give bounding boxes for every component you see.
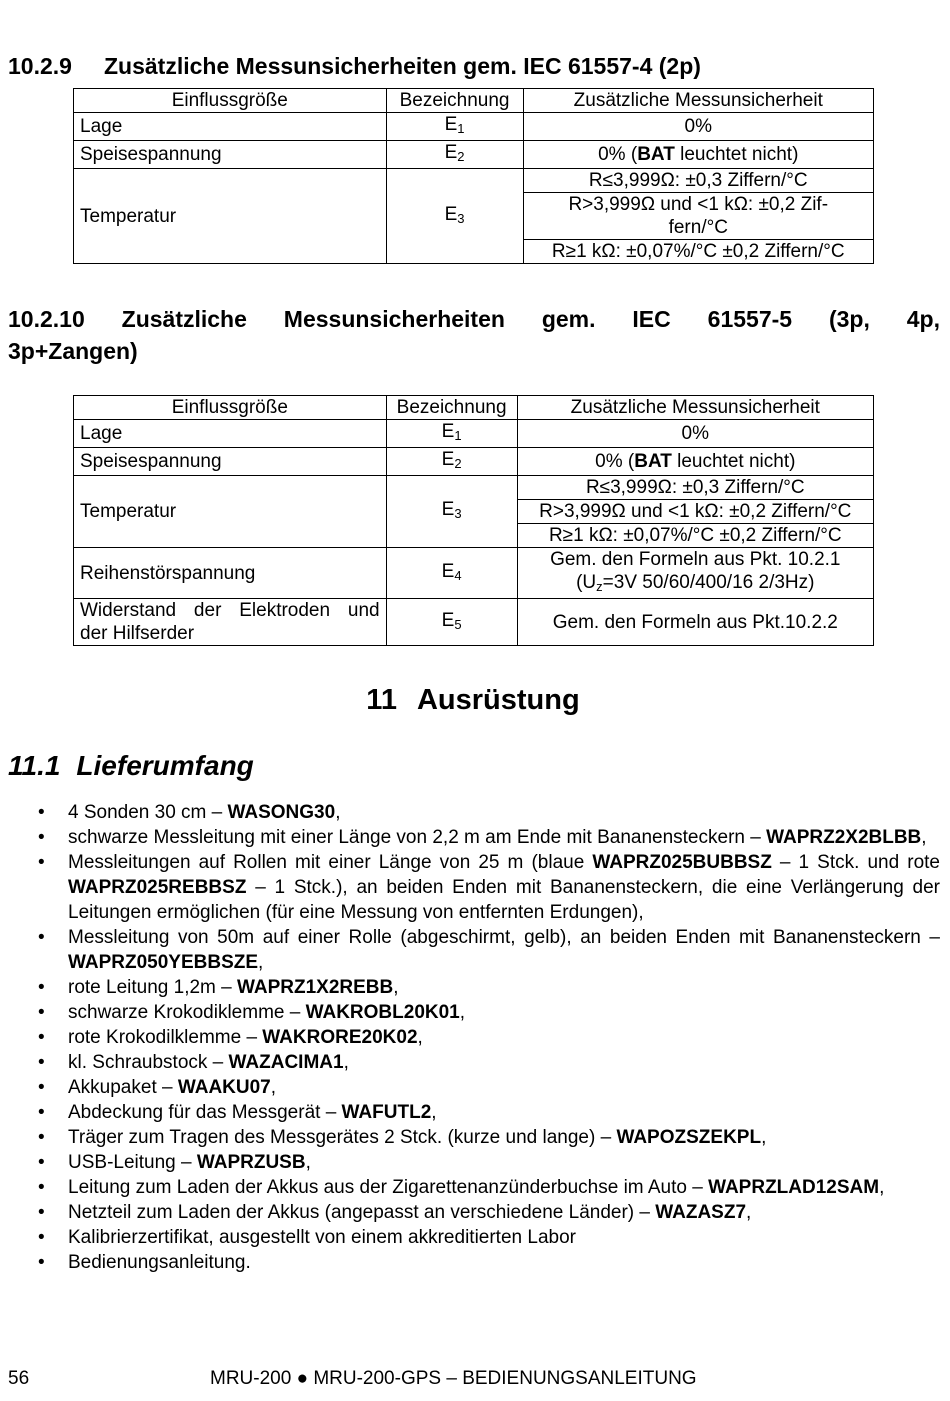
bullet-icon: • (38, 1202, 45, 1223)
part-code: WAPRZUSB (196, 1152, 306, 1173)
list-item: • Kalibrierzertifikat, ausgestellt von einem akkreditierten Labor (38, 1227, 576, 1248)
bullet-icon: • (38, 1127, 45, 1148)
part-code: WAPOZSZEKPL (616, 1127, 762, 1148)
part-code: WAPRZ025BUBBSZ (592, 852, 772, 873)
list-item: • rote Krokodilklemme – WAKRORE20K02, (38, 1027, 423, 1048)
section-heading-10-2-10: 10.2.10 Zusätzliche Messunsicherheiten gem. IEC 61557-5 (3p, 4p, (8, 306, 940, 332)
factor-cell: Speisespannung (74, 448, 387, 476)
factor-cell: Reihenstörspannung (74, 548, 387, 599)
bullet-icon: • (38, 1027, 45, 1048)
bullet-icon: • (38, 927, 45, 948)
value-cell: 0% (BAT leuchtet nicht) (523, 141, 873, 169)
section-number: 10.2.9 (8, 53, 72, 79)
uncertainty-table-3p-4p (73, 395, 874, 646)
value-cell: 0% (BAT leuchtet nicht) (517, 448, 873, 476)
value-cell: R≥1 kΩ: ±0,07%/°C ±0,2 Ziffern/°C (517, 524, 873, 548)
factor-cell: Lage (74, 420, 387, 448)
part-code: WAPRZ025REBBSZ (68, 877, 247, 898)
list-item: • Messleitung von 50m auf einer Rolle (abgeschirmt, gelb), an beiden Enden mit Bananensteckern – WAPRZ050YEBBSZE, (38, 927, 940, 973)
symbol-cell: $E_5$ (386, 599, 517, 646)
value-cell: R≤3,999Ω: ±0,3 Ziffern/°C (523, 169, 873, 193)
list-item: • Akkupaket – WAAKU07, (38, 1077, 277, 1098)
list-item: • Bedienungsanleitung. (38, 1252, 251, 1273)
section-title: Zusätzliche Messunsicherheiten gem. IEC 61557-4 (2p) (104, 53, 701, 79)
part-code: WAZACIMA1 (228, 1052, 344, 1073)
bullet-icon: • (38, 1227, 45, 1248)
part-code: WAPRZ1X2REBB (237, 977, 394, 998)
column-header: Bezeichnung (386, 89, 523, 113)
uncertainty-table-2p (73, 88, 874, 264)
part-code: WASONG30 (227, 802, 336, 823)
table-header-row (74, 396, 874, 420)
section-heading-10-2-9 (8, 52, 701, 80)
part-code: WAFUTL2 (341, 1102, 432, 1123)
factor-cell: Temperatur (74, 169, 387, 264)
value-cell: R>3,999Ω und <1 kΩ: ±0,2 Ziffern/°C (517, 500, 873, 524)
table-row (74, 420, 874, 448)
list-item: • Netzteil zum Laden der Akkus (angepasst an verschiedene Länder) – WAZASZ7, (38, 1202, 752, 1223)
column-header: Zusätzliche Messunsicherheit (523, 89, 873, 113)
section-heading-10-2-10-cont: 3p+Zangen) (8, 338, 138, 364)
bullet-icon: • (38, 1052, 45, 1073)
chapter-heading: 11 Ausrüstung (366, 684, 580, 716)
symbol-cell: $E_1$ (386, 420, 517, 448)
value-cell: 0% (523, 113, 873, 141)
table-row (74, 448, 874, 476)
table-row (74, 169, 874, 193)
list-item: • 4 Sonden 30 cm – WASONG30, (38, 802, 341, 823)
value-cell: R≥1 kΩ: ±0,07%/°C ±0,2 Ziffern/°C (523, 240, 873, 264)
column-header: Einflussgröße (74, 396, 387, 420)
bullet-icon: • (38, 1152, 45, 1173)
symbol-cell: $E_2$ (386, 141, 523, 169)
table-row (74, 476, 874, 500)
symbol-cell: $E_3$ (386, 476, 517, 548)
factor-cell: Widerstand der Elektroden und der Hilfserder (74, 599, 387, 646)
table-row (74, 548, 874, 599)
value-cell: R≤3,999Ω: ±0,3 Ziffern/°C (517, 476, 873, 500)
part-code: WAZASZ7 (655, 1202, 747, 1223)
factor-cell: Speisespannung (74, 141, 387, 169)
bullet-icon: • (38, 1252, 45, 1273)
value-cell: 0% (517, 420, 873, 448)
bullet-icon: • (38, 1002, 45, 1023)
list-item: • kl. Schraubstock – WAZACIMA1, (38, 1052, 349, 1073)
list-item: • schwarze Messleitung mit einer Länge von 2,2 m am Ende mit Bananensteckern – WAPRZ2X2BLBB, (38, 827, 927, 848)
table-row (74, 599, 874, 646)
part-code: WAPRZ050YEBBSZE (68, 952, 259, 973)
table-row (74, 113, 874, 141)
bullet-icon: • (38, 802, 45, 823)
value-cell: Gem. den Formeln aus Pkt. 10.2.1 ($U_z=3V$ 50/60/400/16 2/3Hz) (517, 548, 873, 599)
table-row (74, 141, 874, 169)
part-code: WAKROBL20K01 (305, 1002, 460, 1023)
delivery-scope-list (0, 800, 940, 1275)
factor-cell: Lage (74, 113, 387, 141)
page-number: 56 (8, 1368, 30, 1389)
value-cell: Gem. den Formeln aus Pkt.10.2.2 (517, 599, 873, 646)
symbol-cell: $E_3$ (386, 169, 523, 264)
value-cell: R>3,999Ω und <1 kΩ: ±0,2 Zif- fern/°C (523, 193, 873, 240)
bullet-icon: • (38, 1177, 45, 1198)
subsection-heading: 11.1 Lieferumfang (8, 750, 254, 781)
column-header: Zusätzliche Messunsicherheit (517, 396, 873, 420)
part-code: WAAKU07 (177, 1077, 271, 1098)
list-item: • Träger zum Tragen des Messgerätes 2 Stck. (kurze und lange) – WAPOZSZEKPL, (38, 1127, 767, 1148)
factor-cell: Temperatur (74, 476, 387, 548)
bullet-icon: • (38, 1102, 45, 1123)
bullet-icon: • (38, 827, 45, 848)
symbol-cell: $E_4$ (386, 548, 517, 599)
bullet-icon: • (38, 852, 45, 873)
part-code: WAKRORE20K02 (262, 1027, 418, 1048)
list-item: • Leitung zum Laden der Akkus aus der Zigarettenanzünderbuchse im Auto – WAPRZLAD12SAM, (38, 1177, 885, 1198)
part-code: WAPRZ2X2BLBB (766, 827, 922, 848)
list-item: • USB-Leitung – WAPRZUSB, (38, 1152, 311, 1173)
column-header: Einflussgröße (74, 89, 387, 113)
table-header-row (74, 89, 874, 113)
bullet-icon: • (38, 1077, 45, 1098)
footer-title: MRU-200 ● MRU-200-GPS – BEDIENUNGSANLEITUNG (210, 1368, 697, 1389)
symbol-cell: $E_1$ (386, 113, 523, 141)
list-item: • Messleitungen auf Rollen mit einer Länge von 25 m (blaue WAPRZ025BUBBSZ – 1 Stck. und rote WAPRZ025REBBSZ – 1 Stck.), an beiden Enden mit Bananensteckern, die eine Verlängerung der Leitungen ermöglichen (für eine Messung von entfernten Erdungen), (38, 852, 940, 923)
symbol-cell: $E_2$ (386, 448, 517, 476)
list-item: • Abdeckung für das Messgerät – WAFUTL2, (38, 1102, 437, 1123)
part-code: WAPRZLAD12SAM (708, 1177, 880, 1198)
bullet-icon: • (38, 977, 45, 998)
list-item: • schwarze Krokodiklemme – WAKROBL20K01, (38, 1002, 466, 1023)
list-item: • rote Leitung 1,2m – WAPRZ1X2REBB, (38, 977, 399, 998)
column-header: Bezeichnung (386, 396, 517, 420)
